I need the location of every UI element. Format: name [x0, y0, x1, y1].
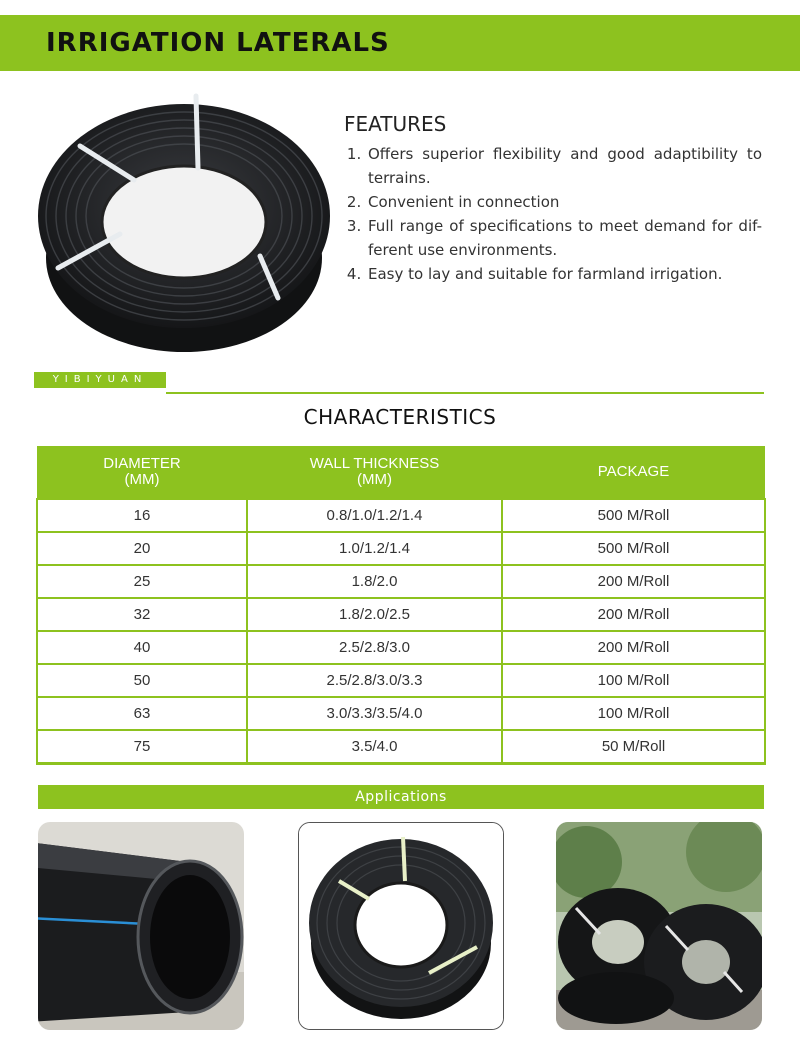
table-row — [37, 565, 765, 598]
cell-package: 100 M/Roll — [502, 697, 765, 730]
cell-wall-thickness: 1.8/2.0 — [247, 565, 502, 598]
cell-wall-thickness: 2.5/2.8/3.0/3.3 — [247, 664, 502, 697]
table-row — [37, 499, 765, 532]
cell-diameter: 32 — [37, 598, 247, 631]
stacked-coils-icon — [556, 822, 762, 1030]
col-header-line: WALL THICKNESS — [309, 455, 440, 472]
page-title: IRRIGATION LATERALS — [46, 28, 390, 58]
brand-tag: YIBIYUAN — [34, 372, 166, 388]
feature-item: 3. Full range of specifications to meet demand for dif-ferent use environments. — [366, 214, 762, 262]
pipe-closeup-photo — [38, 822, 244, 1030]
applications-band: Applications — [38, 785, 764, 809]
cell-diameter: 75 — [37, 730, 247, 764]
features-section — [344, 112, 762, 286]
table-header-row — [37, 446, 765, 499]
cell-package: 500 M/Roll — [502, 499, 765, 532]
feature-item: 2. Convenient in connection — [366, 190, 762, 214]
header-band — [0, 15, 800, 71]
col-header-wall-thickness — [247, 446, 502, 499]
col-header-diameter — [37, 446, 247, 499]
cell-package: 50 M/Roll — [502, 730, 765, 764]
divider — [166, 392, 764, 394]
cell-wall-thickness: 3.0/3.3/3.5/4.0 — [247, 697, 502, 730]
cell-diameter: 16 — [37, 499, 247, 532]
table-row — [37, 730, 765, 764]
characteristics-heading: CHARACTERISTICS — [303, 405, 497, 429]
table-row — [37, 697, 765, 730]
cell-diameter: 63 — [37, 697, 247, 730]
table-row — [37, 532, 765, 565]
pipe-closeup-icon — [38, 822, 244, 1030]
cell-package: 500 M/Roll — [502, 532, 765, 565]
cell-diameter: 25 — [37, 565, 247, 598]
cell-wall-thickness: 3.5/4.0 — [247, 730, 502, 764]
cell-diameter: 20 — [37, 532, 247, 565]
col-header-line: PACKAGE — [597, 463, 670, 480]
table-row — [37, 664, 765, 697]
cell-wall-thickness: 1.0/1.2/1.4 — [247, 532, 502, 565]
col-header-package — [502, 446, 765, 499]
spec-table — [36, 446, 766, 765]
cell-package: 200 M/Roll — [502, 565, 765, 598]
features-heading: FEATURES — [344, 112, 447, 136]
features-list — [344, 142, 762, 286]
cell-package: 200 M/Roll — [502, 631, 765, 664]
table-row — [37, 598, 765, 631]
cell-diameter: 50 — [37, 664, 247, 697]
feature-item: 1. Offers superior flexibility and good adaptibility to terrains. — [366, 142, 762, 190]
col-header-line: (MM) — [357, 471, 392, 488]
table-row — [37, 631, 765, 664]
pipe-coil-icon — [299, 823, 503, 1029]
stacked-coils-photo — [556, 822, 762, 1030]
col-header-line: (MM) — [124, 471, 160, 488]
cell-wall-thickness: 1.8/2.0/2.5 — [247, 598, 502, 631]
cell-wall-thickness: 0.8/1.0/1.2/1.4 — [247, 499, 502, 532]
cell-package: 200 M/Roll — [502, 598, 765, 631]
cell-package: 100 M/Roll — [502, 664, 765, 697]
pipe-coil-photo — [298, 822, 504, 1030]
cell-diameter: 40 — [37, 631, 247, 664]
col-header-line: DIAMETER — [103, 455, 181, 472]
feature-item: 4. Easy to lay and suitable for farmland irrigation. — [366, 262, 762, 286]
cell-wall-thickness: 2.5/2.8/3.0 — [247, 631, 502, 664]
pipe-coil-icon — [28, 88, 340, 360]
